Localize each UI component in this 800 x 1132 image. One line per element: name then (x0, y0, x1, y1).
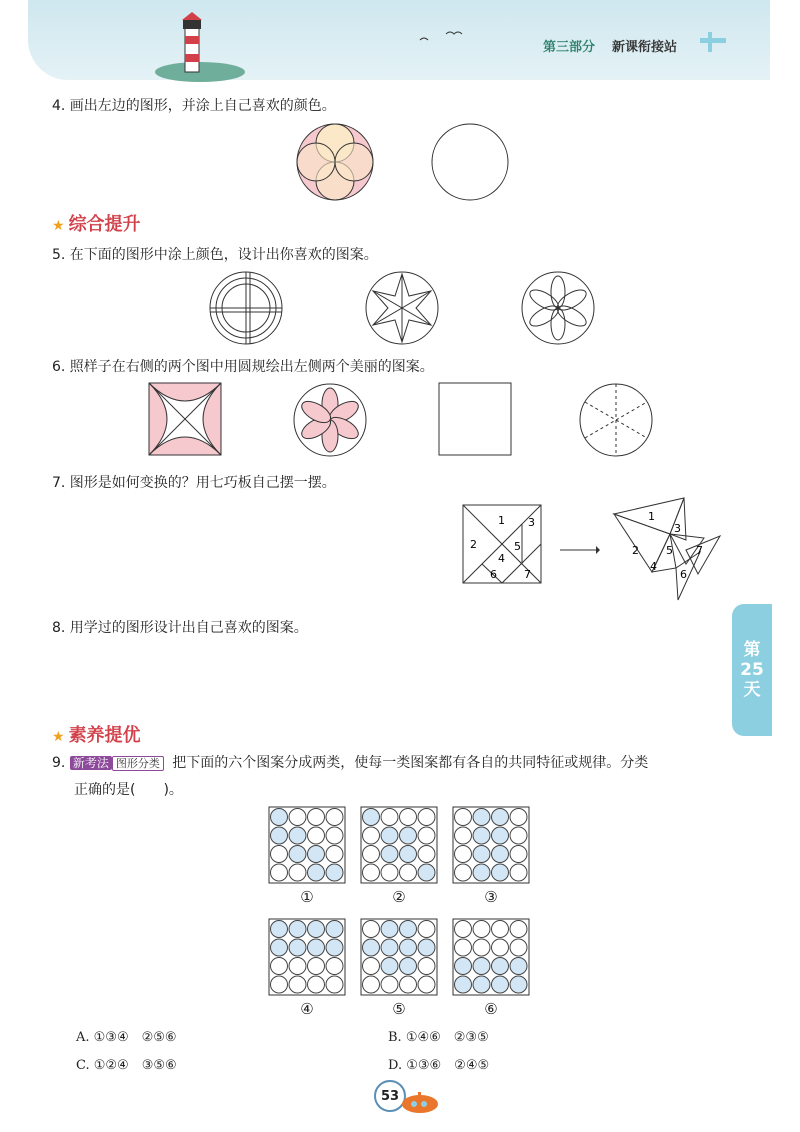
tangram-label-1: 1 (498, 514, 505, 527)
page-number: 53 (374, 1080, 406, 1112)
header-section: 第三部分 (543, 40, 596, 55)
submarine-icon (400, 1090, 442, 1116)
tangram-label-5: 5 (514, 540, 521, 553)
section-title-2 (52, 721, 141, 747)
section-title-1-text: 综合提升 (68, 214, 141, 235)
q4-flower-circle (295, 122, 375, 202)
q6-dashed-circle (578, 382, 654, 458)
header-title: 新课衔接站 (612, 40, 678, 55)
question-5: 5. 在下面的图形中涂上颜色，设计出你喜欢的图案。 (52, 247, 378, 263)
tangram-pinwheel (608, 494, 728, 604)
pinwheel-label-7: 7 (696, 544, 703, 557)
day-side-tab (732, 604, 772, 736)
q9-tag-type: 图形分类 (112, 756, 164, 771)
question-9 (52, 751, 648, 776)
pinwheel-label-4: 4 (650, 560, 657, 573)
header-decoration-icon (700, 30, 730, 54)
tangram-label-4: 4 (498, 552, 505, 565)
grid-label-6: ⑥ (484, 1000, 498, 1018)
grid-label-3: ③ (484, 888, 498, 906)
q4-empty-circle (430, 122, 510, 202)
option-c[interactable]: C. ①②④ ③⑤⑥ (76, 1058, 177, 1073)
q6-square-pattern (148, 382, 222, 456)
grid-label-1: ① (300, 888, 314, 906)
q9-tag-new: 新考法 (70, 756, 112, 770)
tangram-label-6: 6 (490, 568, 497, 581)
pinwheel-label-5: 5 (666, 544, 673, 557)
pinwheel-label-6: 6 (680, 568, 687, 581)
circle-grid-4 (268, 918, 346, 996)
star-icon: ★ (52, 729, 65, 745)
grid-label-2: ② (392, 888, 406, 906)
pinwheel-label-1: 1 (648, 510, 655, 523)
arrow-right-icon (560, 545, 600, 555)
tangram-square (462, 504, 542, 584)
question-8: 8. 用学过的图形设计出自己喜欢的图案。 (52, 620, 308, 636)
option-b[interactable]: B. ①④⑥ ②③⑤ (388, 1030, 489, 1045)
grid-label-4: ④ (300, 1000, 314, 1018)
side-tab-top: 第 (743, 640, 761, 660)
tangram-label-3: 3 (528, 516, 535, 529)
q9-text: 把下面的六个图案分成两类，使每一类图案都有各自的共同特征或规律。分类 (172, 755, 649, 771)
section-title-1 (52, 210, 141, 236)
tangram-label-2: 2 (470, 538, 477, 551)
question-6: 6. 照样子在右侧的两个图中用圆规绘出左侧两个美丽的图案。 (52, 359, 434, 375)
tangram-label-7: 7 (524, 568, 531, 581)
q9-number: 9. (52, 755, 66, 771)
circle-grid-5 (360, 918, 438, 996)
side-tab-bottom: 天 (743, 680, 761, 700)
question-7: 7. 图形是如何变换的？用七巧板自己摆一摆。 (52, 475, 336, 491)
option-d[interactable]: D. ①③⑥ ②④⑤ (388, 1058, 490, 1073)
question-4: 4. 画出左边的图形，并涂上自己喜欢的颜色。 (52, 98, 336, 114)
circle-grid-1 (268, 806, 346, 884)
side-tab-number: 25 (740, 660, 764, 680)
lighthouse-icon (155, 10, 245, 80)
circle-grid-2 (360, 806, 438, 884)
section-title-2-text: 素养提优 (68, 725, 141, 746)
bird-icon (420, 28, 460, 48)
q9-text-2: 正确的是( )。 (74, 782, 183, 798)
circle-grid-6 (452, 918, 530, 996)
pinwheel-label-3: 3 (674, 522, 681, 535)
option-a[interactable]: A. ①③④ ②⑤⑥ (76, 1030, 177, 1045)
grid-label-5: ⑤ (392, 1000, 406, 1018)
circle-grid-3 (452, 806, 530, 884)
q5-figure-2 (364, 270, 440, 346)
pinwheel-label-2: 2 (632, 544, 639, 557)
q6-empty-square (438, 382, 512, 456)
q5-figure-1 (208, 270, 284, 346)
q5-figure-3 (520, 270, 596, 346)
star-icon: ★ (52, 218, 65, 234)
q6-circle-flower (292, 382, 368, 458)
